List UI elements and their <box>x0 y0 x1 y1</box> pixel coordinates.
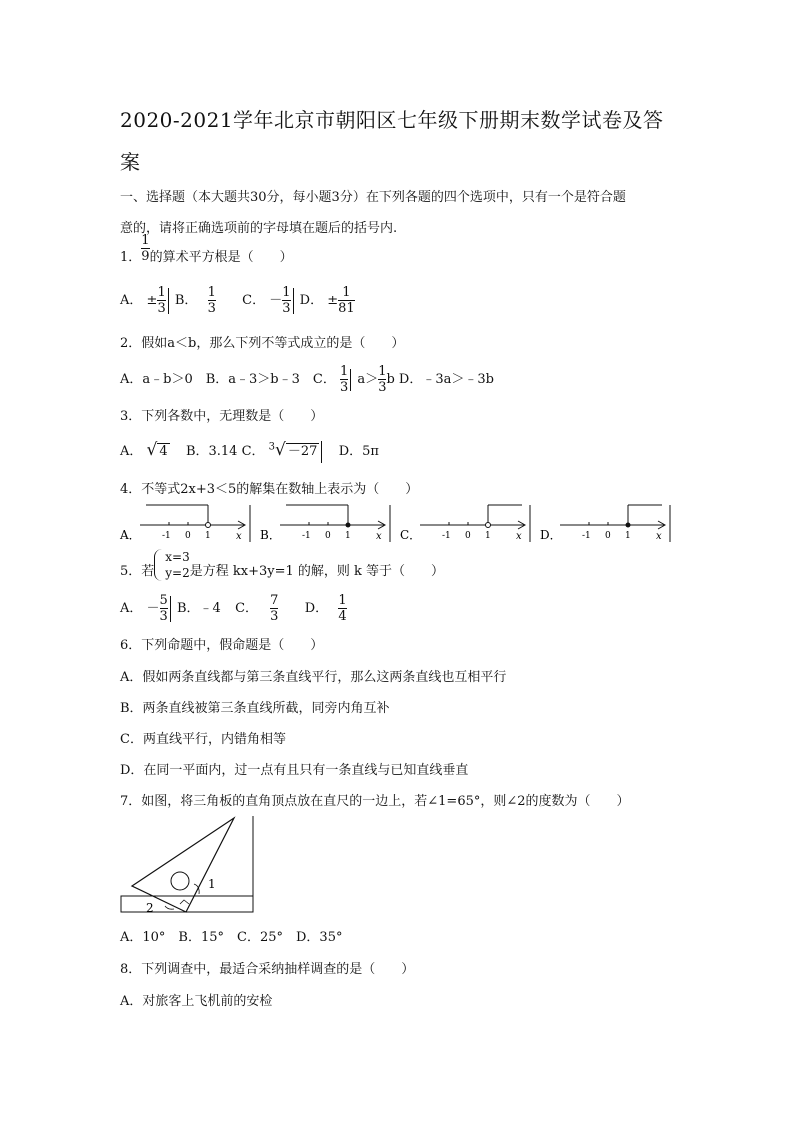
q5-option-b: B．﹣4 <box>176 601 221 616</box>
q4-label-a: A． <box>120 528 141 542</box>
question-8: 8．下列调查中，最适合采纳抽样调查的是（ ） <box>120 962 415 977</box>
q4-c-tick-0: 0 <box>465 531 471 541</box>
q1-number: 1． <box>120 250 142 265</box>
q1-a-sign: ± <box>146 293 158 308</box>
q1-fraction: $\frac{1}{9}$ <box>141 233 150 264</box>
q2-c-middle: a＞ <box>357 372 379 387</box>
q4-label-c: C． <box>400 528 422 542</box>
q4-d-tick-neg1: -1 <box>582 531 591 541</box>
question-4: 4．不等式2x+3＜5的解集在数轴上表示为（ ） <box>120 482 419 497</box>
question-1 <box>120 233 293 265</box>
q3-options-bc: B．3.14 C． <box>185 444 265 459</box>
q4-b-axis-label: x <box>376 531 382 542</box>
section-heading-line2: 意的，请将正确选项前的字母填在题后的括号内. <box>120 221 398 236</box>
q2-c-fraction: $\frac{1}{3}$ <box>340 364 349 395</box>
q7-triangle-ruler-figure <box>118 814 260 918</box>
q3-c-cuberoot: $^3$√ －27 <box>268 440 318 460</box>
q7-angle-2-label: 2 <box>146 901 154 915</box>
q5-option-c-label: C． <box>235 601 259 616</box>
q3-option-d: D．5π <box>338 444 379 459</box>
q4-label-d: D． <box>540 528 562 542</box>
q4-a-tick-neg1: -1 <box>162 531 171 541</box>
document-title-line2: 案 <box>120 150 141 174</box>
q4-number-lines <box>118 500 678 544</box>
q4-a-tick-1: 1 <box>205 531 211 541</box>
q5-options <box>120 594 347 623</box>
q4-option-c <box>400 505 530 542</box>
question-6: 6．下列命题中，假命题是（ ） <box>120 638 324 653</box>
q6-option-b: B．两条直线被第三条直线所截，同旁内角互补 <box>120 701 390 716</box>
q1-b-fraction: $\frac{1}{3}$ <box>207 285 216 316</box>
q4-option-d <box>540 505 670 542</box>
q5-system: x=3 y=2 <box>154 549 189 581</box>
q4-d-axis-label: x <box>656 531 662 542</box>
q4-a-axis-label: x <box>236 531 242 542</box>
q2-options-cd: b D．﹣3a＞﹣3b <box>386 372 494 387</box>
q4-b-tick-1: 1 <box>345 531 351 541</box>
question-3: 3．下列各数中，无理数是（ ） <box>120 409 324 424</box>
q1-options <box>120 286 355 315</box>
q1-stem: 的算术平方根是（ ） <box>149 250 293 265</box>
q6-option-a: A．假如两条直线都与第三条直线平行，那么这两条直线也互相平行 <box>120 670 507 685</box>
q4-b-tick-neg1: -1 <box>302 531 311 541</box>
question-7: 7．如图，将三角板的直角顶点放在直尺的一边上，若∠1=65°，则∠2的度数为（ ） <box>120 794 630 809</box>
q7-angle-1-label: 1 <box>208 877 216 891</box>
q4-d-tick-0: 0 <box>605 531 611 541</box>
q5-option-a-label: A． <box>120 601 143 616</box>
q5-stem: 是方程 kx+3y=1 的解，则 k 等于（ ） <box>189 564 445 579</box>
q1-a-fraction: $\frac{1}{3}$ <box>157 285 166 316</box>
q4-option-a <box>119 505 250 542</box>
q1-option-d-label: D． <box>299 293 324 308</box>
q4-label-b: B． <box>260 528 281 542</box>
q4-d-tick-1: 1 <box>625 531 631 541</box>
q8-option-a: A．对旅客上飞机前的安检 <box>120 994 273 1009</box>
q5-option-d-label: D． <box>304 601 329 616</box>
q1-c-fraction: $\frac{1}{3}$ <box>282 285 291 316</box>
q5-a-sign: － <box>146 601 160 616</box>
q2-c-fraction2: $\frac{1}{3}$ <box>378 364 387 395</box>
q1-option-a-label: A． <box>120 293 143 308</box>
q5-d-fraction: $\frac{1}{4}$ <box>338 593 347 624</box>
question-2: 2．假如a＜b，那么下列不等式成立的是（ ） <box>120 336 405 351</box>
q1-d-sign: ± <box>327 293 339 308</box>
document-title-line1: 2020-2021学年北京市朝阳区七年级下册期末数学试卷及答 <box>120 108 664 132</box>
q6-option-c: C．两直线平行，内错角相等 <box>120 732 286 747</box>
q1-c-sign: － <box>269 293 283 308</box>
q6-option-d: D．在同一平面内，过一点有且只有一条直线与已知直线垂直 <box>120 763 469 778</box>
q1-option-b-label: B． <box>174 293 198 308</box>
q1-option-c-label: C． <box>242 293 266 308</box>
q3-a-sqrt: √ 4 <box>146 440 168 460</box>
q4-c-tick-neg1: -1 <box>442 531 451 541</box>
section-heading-line1: 一、选择题（本大题共30分，每小题3分）在下列各题的四个选项中，只有一个是符合题 <box>120 190 626 205</box>
q3-options <box>120 440 379 463</box>
q2-options <box>120 365 494 394</box>
q3-option-a-label: A． <box>120 444 143 459</box>
q4-b-tick-0: 0 <box>325 531 331 541</box>
q1-d-fraction: $\frac{1}{81}$ <box>338 285 355 316</box>
q4-c-tick-1: 1 <box>485 531 491 541</box>
q7-options: A．10° B．15° C．25° D．35° <box>120 930 343 945</box>
q5-a-fraction: $\frac{5}{3}$ <box>159 593 168 624</box>
q4-a-tick-0: 0 <box>185 531 191 541</box>
q2-options-ab: A．a﹣b＞0 B．a﹣3＞b﹣3 C． <box>120 372 336 387</box>
q4-c-axis-label: x <box>516 531 522 542</box>
q5-prefix: 5．若 <box>120 564 155 579</box>
question-5 <box>120 549 445 581</box>
q4-option-b <box>260 505 390 542</box>
q5-c-fraction: $\frac{7}{3}$ <box>270 593 279 624</box>
